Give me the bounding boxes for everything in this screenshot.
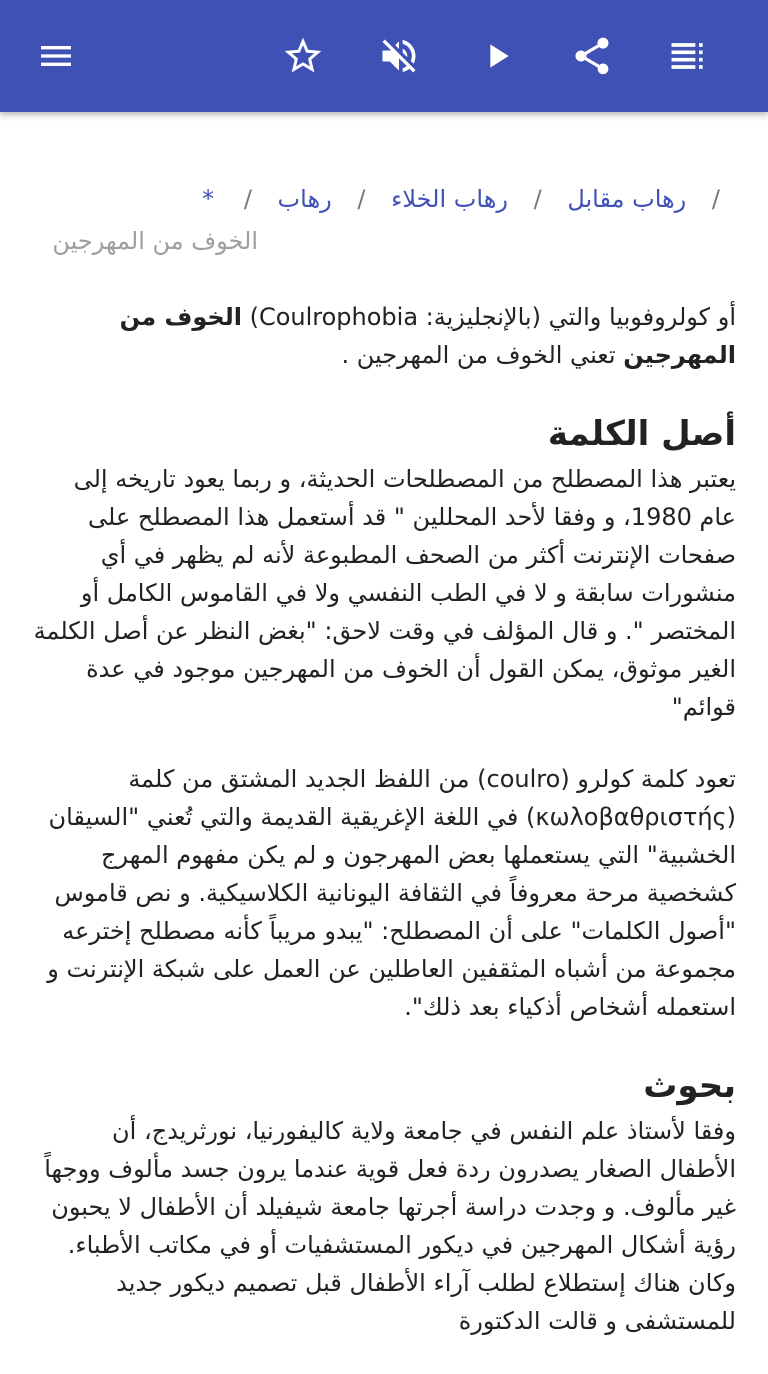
- intro-text-end: تعني الخوف من المهرجين .: [341, 341, 624, 369]
- breadcrumb-item[interactable]: رهاب: [277, 185, 332, 213]
- section-paragraph: تعود كلمة كولرو (coulro) من اللفظ الجديد المشتق من كلمة (κωλοβαθριστής) في اللغة الإغريقية القديمة والتي تُعني "السيقان الخشبية" التي يستعملها بعض المهرجون و لم يكن مفهوم المهرج كشخصية مرحة معروفاً في الثقافة اليونانية الكلاسيكية. و نص قاموس "أصول الكلمات" على أن المصطلح: "يبدو مريباً كأنه مصطلح إخترعه مجموعة من أشباه المثقفين العاطلين عن العمل على شبكة الإنترنت و استعمله أشخاص أذكياء بعد ذلك".: [47, 765, 736, 1021]
- section-heading: أصل الكلمة: [547, 414, 736, 454]
- share-icon[interactable]: [556, 20, 628, 92]
- breadcrumb-home-star[interactable]: *: [202, 185, 215, 213]
- article-body: [30, 298, 736, 1374]
- app-toolbar: [0, 0, 768, 112]
- intro-bold-term: الخوف من المهرجين: [119, 303, 736, 369]
- star-outline-icon[interactable]: [267, 20, 339, 92]
- breadcrumb-item[interactable]: رهاب الخلاء: [391, 185, 508, 213]
- section-paragraph: يعتبر هذا المصطلح من المصطلحات الحديثة، و ربما يعود تاريخه إلى عام 1980، و وفقا لأحد المحللين " قد أستعمل هذا المصطلح على صفحات الإنترنت أكثر من الصحف المطبوعة لأنه لم يظهر في أي منشورات سابقة و لا في الطب النفسي ولا في القاموس الكامل أو المختصر ". و قال المؤلف في وقت لاحق: "بغض النظر عن أصل الكلمة الغير موثوق، يمكن القول أن الخوف من المهرجين موجود في عدة قوائم": [33, 465, 736, 721]
- breadcrumb-current: الخوف من المهرجين: [52, 227, 258, 255]
- article-intro: [30, 298, 736, 374]
- breadcrumb-separator: /: [357, 185, 366, 213]
- article-content: [0, 112, 768, 1335]
- breadcrumb: [30, 178, 738, 262]
- intro-text: أو كولروفوبيا والتي (بالإنجليزية: Coulrophobia): [241, 303, 736, 331]
- breadcrumb-item[interactable]: رهاب مقابل: [567, 185, 687, 213]
- volume-off-icon[interactable]: [363, 20, 435, 92]
- breadcrumb-separator: /: [711, 185, 720, 213]
- section-heading: بحوث: [643, 1066, 736, 1106]
- breadcrumb-separator: /: [243, 185, 252, 213]
- play-icon[interactable]: [461, 20, 533, 92]
- breadcrumb-separator: /: [533, 185, 542, 213]
- hamburger-menu-icon[interactable]: [20, 20, 92, 92]
- playlist-icon[interactable]: [652, 20, 724, 92]
- section-paragraph: وفقا لأستاذ علم النفس في جامعة ولاية كاليفورنيا، نورثريدج، أن الأطفال الصغار يصدرون ردة فعل قوية عندما يرون جسد مألوف ووجهاً غير مألوف. و وجدت دراسة أجرتها جامعة شيفيلد أن الأطفال لا يحبون رؤية أشكال المهرجين في ديكور المستشفيات أو في مكاتب الأطباء. وكان هناك إستطلاع لطلب آراء الأطفال قبل تصميم ديكور جديد للمستشفى و قالت الدكتورة: [44, 1117, 736, 1335]
